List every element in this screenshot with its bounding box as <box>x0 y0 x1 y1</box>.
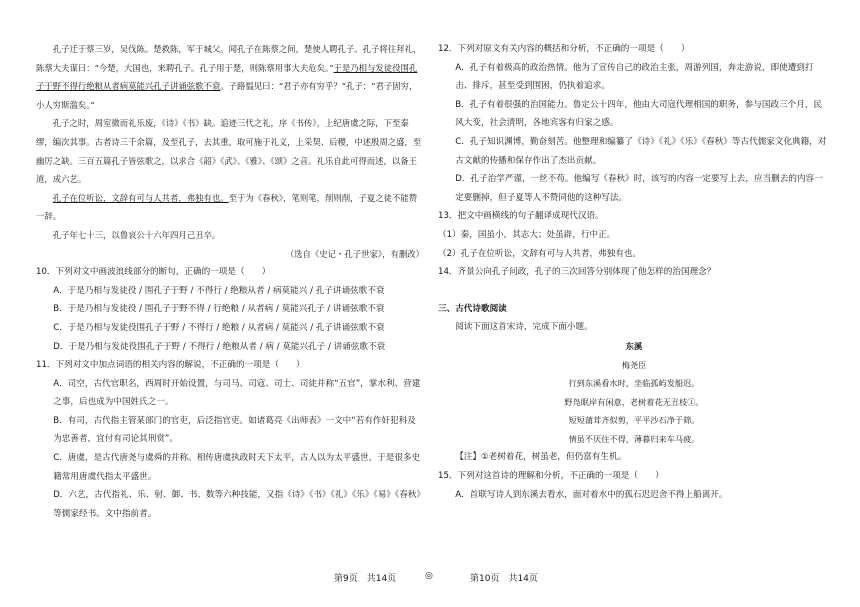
q11-option-c[interactable]: C．唐虞，是古代唐尧与虞舜的并称。相传唐虞执政时天下太平，古人以为太平盛世，于是很多史籍常用唐虞代指太平盛世。 <box>53 453 421 482</box>
question-15: 15．下列对这首诗的理解和分析，不正确的一项是（ ） <box>438 471 664 482</box>
underlined-sentence: 孔子在位听讼，文辞有可与人共者，弗独有也。 <box>52 192 229 203</box>
wavy-underlined-text: 于是乃相与发徒役围孔子于野不得行绝粮从者病莫能兴孔子讲诵弦歌不衰 <box>36 62 418 92</box>
q10-option-b[interactable]: B．于是乃相与发徒役 / 围孔子于野不得 / 行绝粮 / 从者病 / 莫能兴孔子 / 讲诵弦歌不衰 <box>53 304 385 315</box>
poem-line-2: 野凫眠岸有闲意，老树着花无丑枝①。 <box>564 396 704 407</box>
left-column <box>36 40 424 523</box>
poem-author: 梅尧臣 <box>621 359 647 370</box>
question-14: 14．齐景公向孔子问政，孔子的三次回答分别体现了他怎样的治国理念？ <box>438 267 716 278</box>
section-instruction: 阅读下面这首宋诗，完成下面小题。 <box>455 322 593 333</box>
poem-line-1: 行到东溪看水时，坐临孤屿发船迟。 <box>568 378 700 389</box>
q11-option-a[interactable]: A．司空，古代官职名，西周时开始设置，与司马、司寇、司士、司徒并称“五官”，掌水利、营建之事，后也成为中国姓氏之一。 <box>53 378 421 408</box>
q12-option-d[interactable]: D．孔子治学严谨，一丝不苟。他编写《春秋》时，该写的内容一定要写上去，应当删去的内容一定要删掉，但子夏等人不赞同他的这种写法。 <box>455 174 823 203</box>
passage-paragraph-4: 孔子年七十三，以鲁哀公十六年四月己丑卒。 <box>52 229 221 240</box>
binding-mark: ◎ <box>425 571 433 581</box>
q13-item-2: （2）孔子在位听讼，文辞有可与人共者，弗独有也。 <box>438 248 642 259</box>
passage-text: 孔子迁于蔡三岁，吴伐陈。楚救陈，军于城父。闻孔子在陈蔡之间，楚使人聘孔子。孔子将往拜礼，陈蔡大夫谋曰：“今楚，大国也，来聘孔子。孔子用于楚，则陈蔡用事大夫危矣。” <box>36 44 422 73</box>
q10-option-d[interactable]: D．于是乃相与发徒役围孔子于野 / 不得行 / 绝粮从者 / 病 / 莫能兴孔子 / 讲诵弦歌不衰 <box>53 341 386 352</box>
page-number-right: 第10页 共14页 <box>470 574 538 584</box>
q15-option-a[interactable]: A．首联写诗人到东溪去看水，面对着水中的孤石迟迟舍不得上船离开。 <box>455 489 728 500</box>
question-12: 12．下列对原文有关内容的概括和分析，不正确的一项是（ ） <box>438 44 690 54</box>
poem-title: 东溪 <box>625 340 643 351</box>
poem-note: 【注】①老树着花，树虽老，但仍富有生机。 <box>455 452 627 463</box>
poem-line-4: 情虽不厌住不得，薄暮归来车马疲。 <box>568 433 700 444</box>
q10-option-a[interactable]: A．于是乃相与发徒役 / 围孔子于野 / 不得行 / 绝粮从者 / 病莫能兴 / 孔子讲诵弦歌不衰 <box>53 285 385 296</box>
q12-option-c[interactable]: C．孔子知识渊博，勤奋刻苦。他整理和编纂了《诗》《礼》《乐》《春秋》等古代儒家文化典籍，对古文献的传播和保存作出了杰出贡献。 <box>455 136 827 166</box>
right-column <box>438 40 830 504</box>
q12-option-a[interactable]: A．孔子有着极高的政治热情。他为了宣传自己的政治主张，周游列国，奔走游说，即使遭到打击、排斥，甚至受到围困，仍执着追求。 <box>455 62 814 92</box>
passage-text: 至于为《春秋》，笔则笔，削则削，子夏之徒不能赞一辞。 <box>36 192 418 222</box>
poem-line-3: 短短蒲茸齐似剪，平平沙石净于筛。 <box>568 415 700 426</box>
q11-option-b[interactable]: B．有司，古代指主管某部门的官吏，后泛指官吏。如诸葛亮《出师表》一文中“若有作奸犯科及为忠善者，宜付有司论其刑赏”。 <box>53 415 416 445</box>
question-13: 13．把文中画横线的句子翻译成现代汉语。 <box>438 211 604 222</box>
page-number-left: 第9页 共14页 <box>334 574 397 584</box>
q10-option-c[interactable]: C．于是乃相与发徒役围孔子于野 / 不得行 / 绝粮 / 从者病 / 莫能兴 / 孔子讲诵弦歌不衰 <box>53 322 385 333</box>
question-11: 11．下列对文中加点词语的相关内容的解说，不正确的一项是（ ） <box>36 360 305 371</box>
passage-paragraph-3 <box>36 189 424 226</box>
q13-item-1: （1）秦，国虽小，其志大；处虽辟，行中正。 <box>438 229 616 240</box>
passage-source: （选自《史记・孔子世家》，有删改） <box>285 248 424 259</box>
question-10: 10．下列对文中画波浪线部分的断句，正确的一项是（ ） <box>36 267 271 278</box>
q11-option-d[interactable]: D．六艺，古代指礼、乐、射、御、书、数等六种技能，又指《诗》《书》《礼》《乐》《易》《春秋》等儒家经书。文中指前者。 <box>53 490 421 519</box>
spacer <box>438 282 830 300</box>
q12-option-b[interactable]: B．孔子有着很强的治国能力。鲁定公十四年，他由大司寇代理相国的职务，参与国政三个月，民风大变，社会清明，各地宾客有归家之感。 <box>455 99 823 129</box>
passage-paragraph-1 <box>36 40 424 114</box>
passage-paragraph-2: 孔子之时，周室微而礼乐废，《诗》《书》缺。追迹三代之礼，序《书传》，上纪唐虞之际，下至秦缪，编次其事。古者诗三千余篇，及至孔子，去其重，取可施于礼义，上采契、后稷，中述殷周之盛，至幽厉之缺。三百五篇孔子皆弦歌之，以求合《韶》《武》、《雅》、《颂》之音。礼乐自此可得而述，以备王道，成六艺。 <box>36 118 422 185</box>
passage-text: 。子路愠见曰：“君子亦有穷乎？”孔子：“君子固穷，小人穷斯滥矣。” <box>36 81 418 110</box>
section-heading: 三、古代诗歌阅读 <box>438 303 507 314</box>
